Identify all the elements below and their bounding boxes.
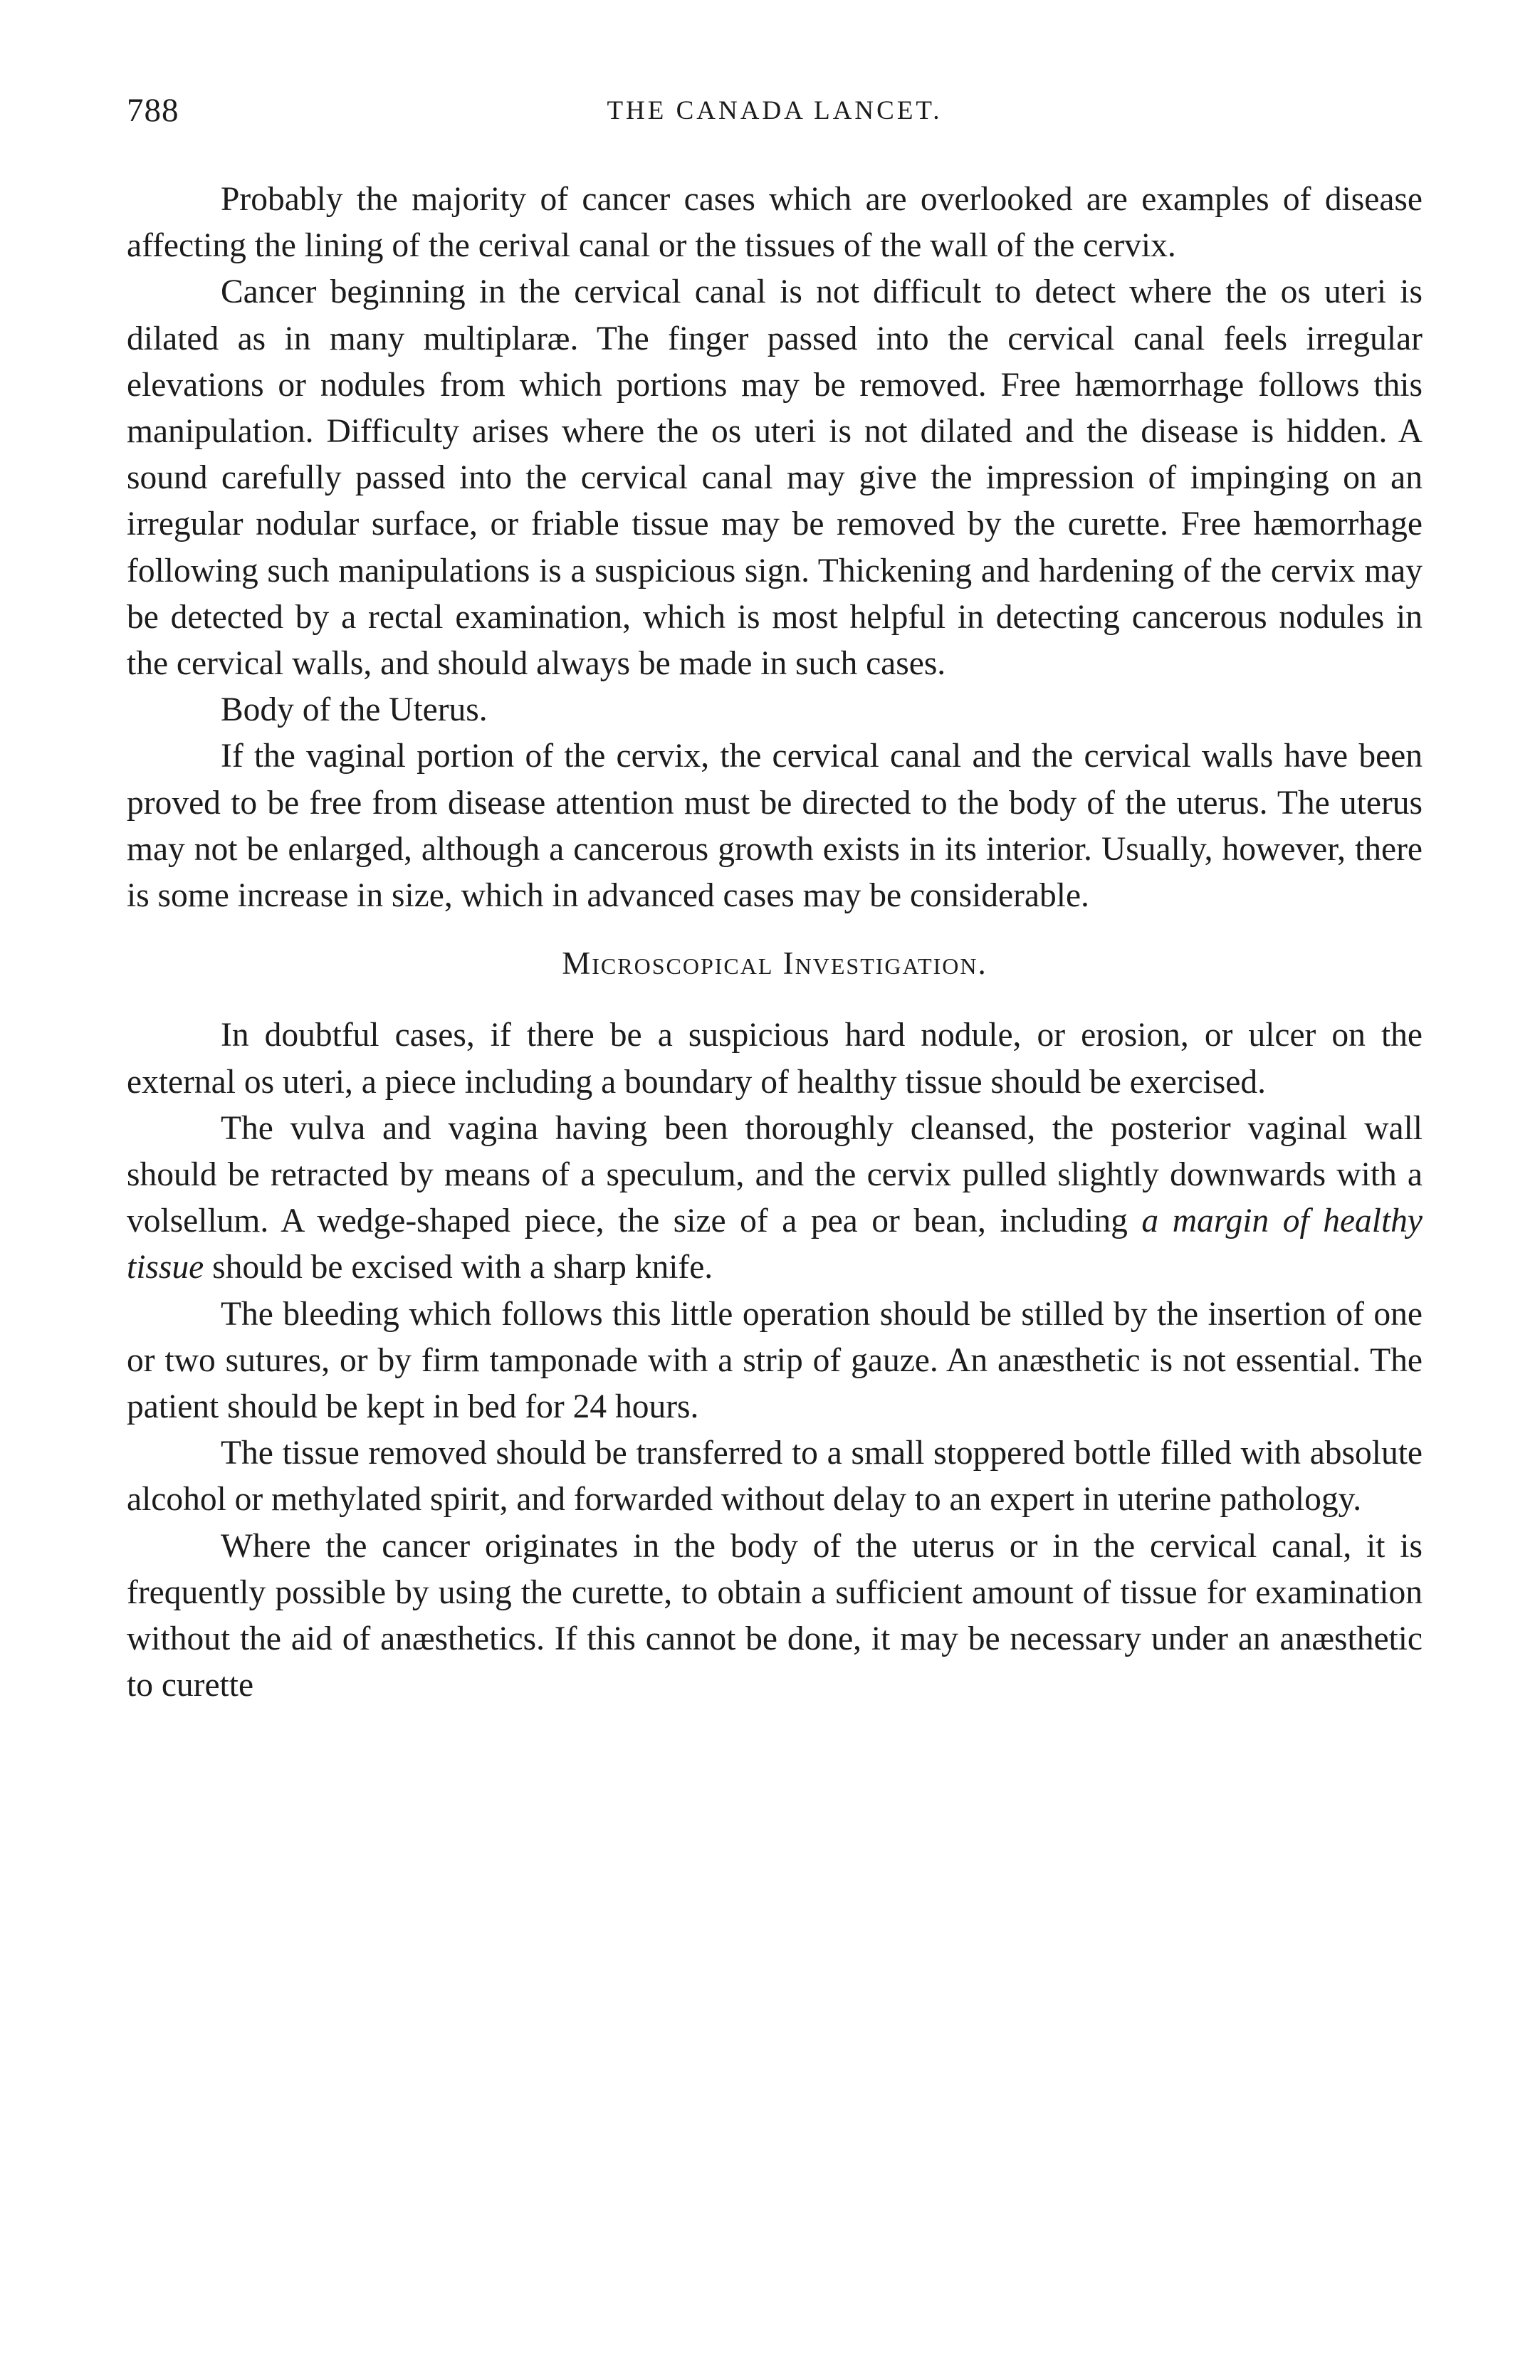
- section-heading: Microscopical Investigation.: [562, 945, 988, 982]
- paragraph: In doubtful cases, if there be a suspicious hard nodule, or erosion, or ulcer on the external os uteri, a piece including a boundary of healthy tissue should be exercised.: [127, 1017, 1423, 1101]
- paragraph-with-italic: [127, 1106, 1423, 1291]
- paragraph: If the vaginal portion of the cervix, the cervical canal and the cervical walls have been proved to be free from disease attention must be directed to the body of the uterus. The uterus may not be enlarged, although a cancerous growth exists in its interior. Usually, however, there is some increase in size, which in advanced cases may be considerable.: [127, 738, 1423, 915]
- article-body: [127, 177, 1423, 1709]
- page-number: 788: [127, 92, 179, 129]
- paragraph: The bleeding which follows this little operation should be stilled by the insertion of one or two sutures, or by firm tamponade with a strip of gauze. An anæsthetic is not essential. The patient should be kept in bed for 24 hours.: [127, 1295, 1423, 1426]
- paragraph: Where the cancer originates in the body of the uterus or in the cervical canal, it is frequently possible by using the curette, to obtain a sufficient amount of tissue for examination without the aid of anæsthetics. If this cannot be done, it may be necessary under an anæsthetic to curette: [127, 1527, 1423, 1704]
- running-head: [127, 91, 1423, 134]
- text-run: should be excised with a sharp knife.: [204, 1249, 713, 1286]
- paragraph: Probably the majority of cancer cases which are overlooked are examples of disease affecting the lining of the cerival canal or the tissues of the wall of the cervix.: [127, 181, 1423, 265]
- italic-phrase: a margin of healthy tissue: [127, 1202, 1423, 1286]
- paragraph: The tissue removed should be transferred to a small stoppered bottle filled with absolute alcohol or methylated spirit, and forwarded without delay to an expert in uterine pathology.: [127, 1435, 1423, 1519]
- subheading-body-of-uterus: Body of the Uterus.: [221, 691, 488, 729]
- paragraph: Cancer beginning in the cervical canal is not difficult to detect where the os uteri is dilated as in many multiplaræ. The finger passed into the cervical canal feels irregular elevations or nodules from which portions may be removed. Free hæmorrhage follows this manipulation. Difficulty arises where the os uteri is not dilated and the disease is hidden. A sound carefully passed into the cervical canal may give the impression of impinging on an irregular nodular surface, or friable tissue may be removed by the curette. Free hæmorrhage following such manipulations is a suspicious sign. Thickening and hardening of the cervix may be detected by a rectal examination, which is most helpful in detecting cancerous nodules in the cervical walls, and should always be made in such cases.: [127, 273, 1423, 683]
- journal-title: THE CANADA LANCET.: [607, 96, 943, 125]
- text-run: The vulva and vagina having been thoroughly cleansed, the posterior vaginal wall should be retracted by means of a speculum, and the cervix pulled slightly downwards with a volsellum. A wedge-shaped piece, the size of a pea or bean, including: [127, 1109, 1423, 1240]
